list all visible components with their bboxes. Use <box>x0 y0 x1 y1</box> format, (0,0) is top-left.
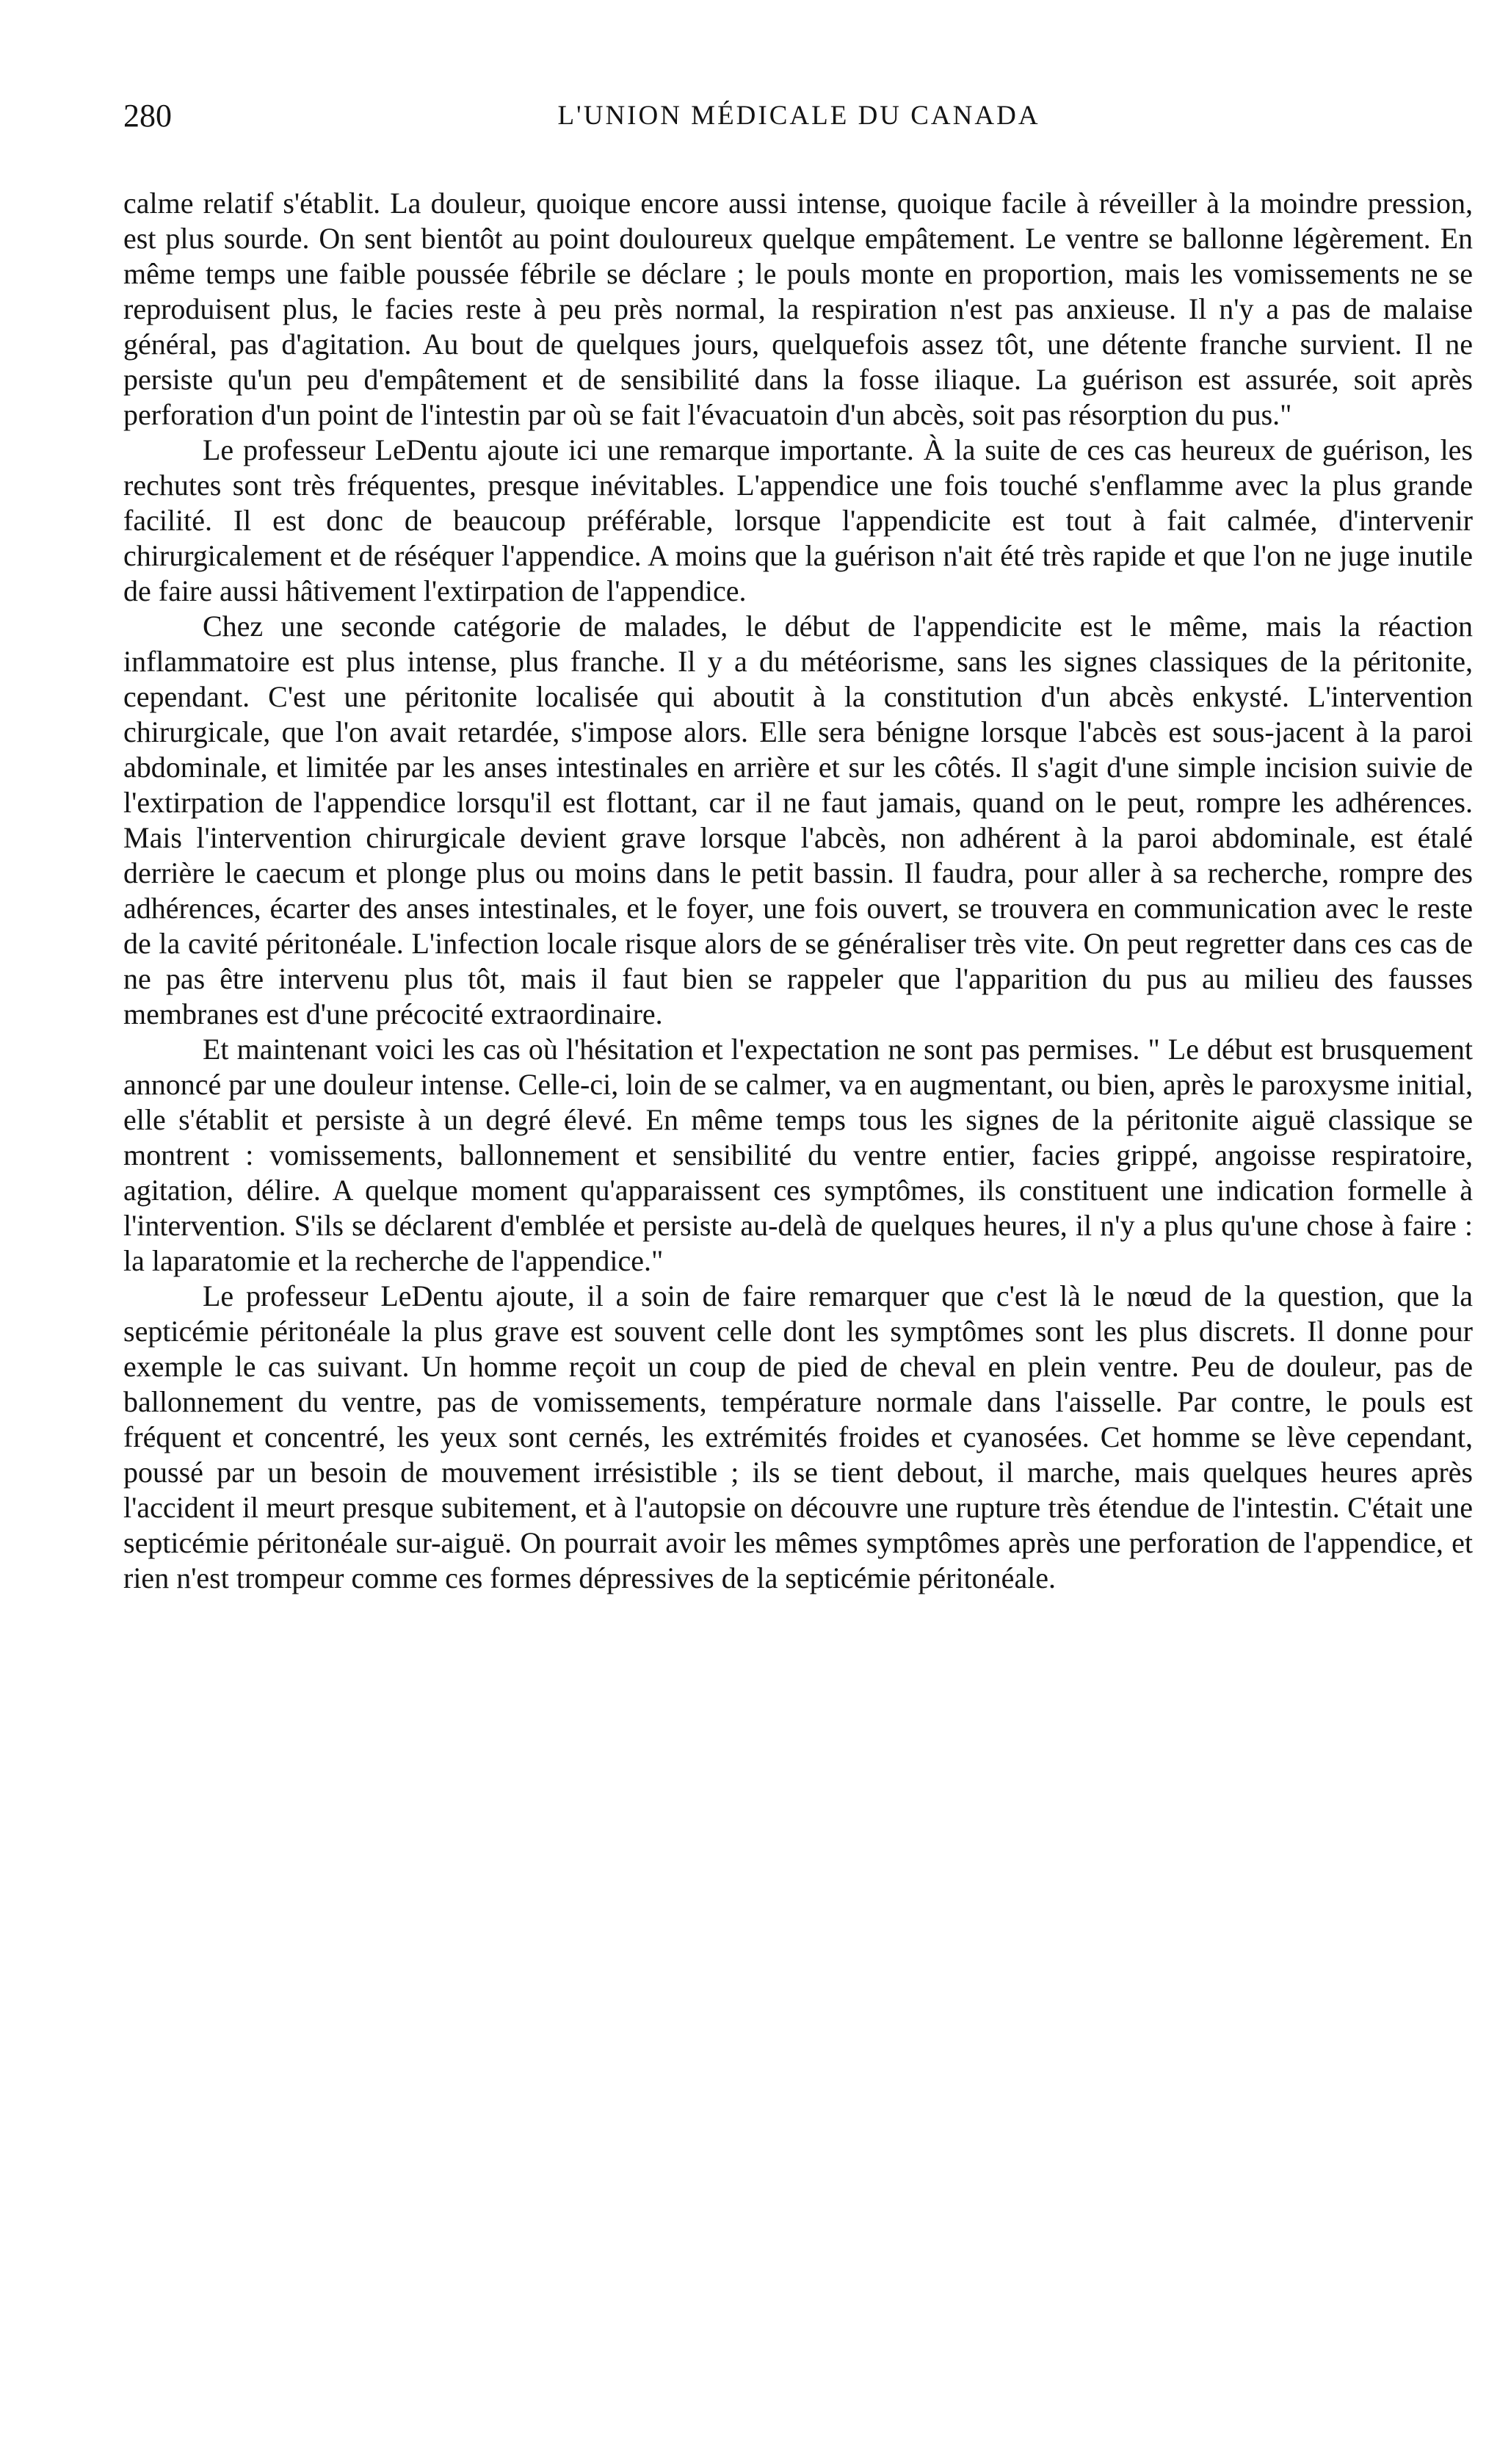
paragraph-continued: calme relatif s'établit. La douleur, quoique encore aussi intense, quoique facile à réveiller à la moindre pression, est plus sourde. On sent bientôt au point douloureux quelque empâtement. Le ventre se ballonne légèrement. En même temps une faible poussée fébrile se déclare ; le pouls monte en proportion, mais les vomissements ne se reproduisent plus, le facies reste à peu près normal, la respiration n'est pas anxieuse. Il n'y a pas de malaise général, pas d'agitation. Au bout de quelques jours, quelquefois assez tôt, une détente franche survient. Il ne persiste qu'un peu d'empâtement et de sensibilité dans la fosse iliaque. La guérison est assurée, soit après perforation d'un point de l'intestin par où se fait l'évacuatoin d'un abcès, soit pas résorption du pus." <box>123 187 1473 431</box>
page-header <box>123 94 1474 138</box>
paragraph: Chez une seconde catégorie de malades, le début de l'appendicite est le même, mais la réaction inflammatoire est plus intense, plus franche. Il y a du météorisme, sans les signes classiques de la péritonite, cependant. C'est une péritonite localisée qui aboutit à la constitution d'un abcès enkysté. L'intervention chirurgicale, que l'on avait retardée, s'impose alors. Elle sera bénigne lorsque l'abcès est sous-jacent à la paroi abdominale, et limitée par les anses intestinales en arrière et sur les côtés. Il s'agit d'une simple incision suivie de l'extirpation de l'appendice lorsqu'il est flottant, car il ne faut jamais, quand on le peut, rompre les adhérences. Mais l'intervention chirurgicale devient grave lorsque l'abcès, non adhérent à la paroi abdominale, est étalé derrière le caecum et plonge plus ou moins dans le petit bassin. Il faudra, pour aller à sa recherche, rompre des adhérences, écarter des anses intestinales, et le foyer, une fois ouvert, se trouvera en communication avec le reste de la cavité péritonéale. L'infection locale risque alors de se généraliser très vite. On peut regretter dans ces cas de ne pas être intervenu plus tôt, mais il faut bien se rappeler que l'apparition du pus au milieu des fausses membranes est d'une précocité extraordinaire. <box>123 610 1473 1030</box>
article-body <box>123 186 1473 1596</box>
paragraph: Le professeur LeDentu ajoute, il a soin de faire remarquer que c'est là le nœud de la question, que la septicémie péritonéale la plus grave est souvent celle dont les symptômes sont les plus discrets. Il donne pour exemple le cas suivant. Un homme reçoit un coup de pied de cheval en plein ventre. Peu de douleur, pas de ballonnement du ventre, pas de vomissements, température normale dans l'aisselle. Par contre, le pouls est fréquent et concentré, les yeux sont cernés, les extrémités froides et cyanosées. Cet homme se lève cependant, poussé par un besoin de mouvement irrésistible ; ils se tient debout, il marche, mais quelques heures après l'accident il meurt presque subitement, et à l'autopsie on découvre une rupture très étendue de l'intestin. C'était une septicémie péritonéale sur-aiguë. On pourrait avoir les mêmes symptômes après une perforation de l'appendice, et rien n'est trompeur comme ces formes dépressives de la septicémie péritonéale. <box>123 1279 1473 1594</box>
running-title: L'UNION MÉDICALE DU CANADA <box>557 101 1040 131</box>
paragraph: Le professeur LeDentu ajoute ici une remarque importante. À la suite de ces cas heureux de guérison, les rechutes sont très fréquentes, presque inévitables. L'appendice une fois touché s'enflamme avec la plus grande facilité. Il est donc de beaucoup préférable, lorsque l'appendicite est tout à fait calmée, d'intervenir chirurgicalement et de réséquer l'appendice. A moins que la guérison n'ait été très rapide et que l'on ne juge inutile de faire aussi hâtivement l'extirpation de l'appendice. <box>123 433 1473 607</box>
page-number: 280 <box>123 98 172 134</box>
paragraph: Et maintenant voici les cas où l'hésitation et l'expectation ne sont pas permises. " Le début est brusquement annoncé par une douleur intense. Celle-ci, loin de se calmer, va en augmentant, ou bien, après le paroxysme initial, elle s'établit et persiste à un degré élevé. En même temps tous les signes de la péritonite aiguë classique se montrent : vomissements, ballonnement et sensibilité du ventre entier, facies grippé, angoisse respiratoire, agitation, délire. A quelque moment qu'apparaissent ces symptômes, ils constituent une indication formelle à l'intervention. S'ils se déclarent d'emblée et persiste au-delà de quelques heures, il n'y a plus qu'une chose à faire : la laparatomie et la recherche de l'appendice." <box>123 1033 1473 1277</box>
